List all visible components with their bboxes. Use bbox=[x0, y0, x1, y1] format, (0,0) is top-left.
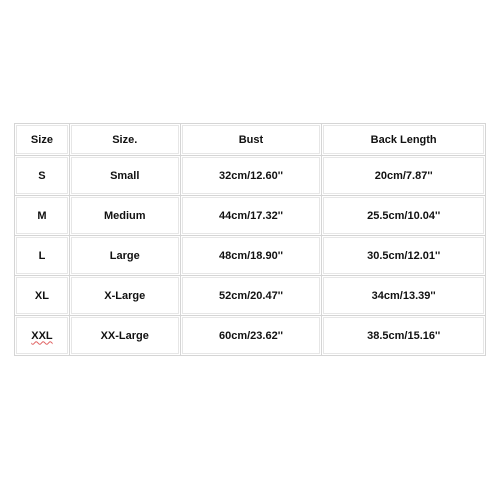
table-row bbox=[15, 196, 486, 236]
table-row bbox=[15, 316, 486, 356]
cell-size-name: X-Large bbox=[70, 276, 181, 316]
cell-bust: 44cm/17.32'' bbox=[181, 196, 323, 236]
cell-size-name: Medium bbox=[70, 196, 181, 236]
cell-size bbox=[15, 316, 70, 356]
cell-size: L bbox=[15, 236, 70, 276]
cell-bust: 52cm/20.47'' bbox=[181, 276, 323, 316]
header-bust: Bust bbox=[181, 124, 323, 156]
cell-size-name: Large bbox=[70, 236, 181, 276]
cell-size-name: Small bbox=[70, 156, 181, 196]
cell-back-length: 34cm/13.39'' bbox=[322, 276, 486, 316]
table-row bbox=[15, 276, 486, 316]
header-size: Size bbox=[15, 124, 70, 156]
cell-size: M bbox=[15, 196, 70, 236]
cell-bust: 32cm/12.60'' bbox=[181, 156, 323, 196]
table-row bbox=[15, 156, 486, 196]
table-row bbox=[15, 236, 486, 276]
cell-bust: 48cm/18.90'' bbox=[181, 236, 323, 276]
header-size-name: Size. bbox=[70, 124, 181, 156]
cell-size-name: XX-Large bbox=[70, 316, 181, 356]
cell-size-text: XXL bbox=[31, 329, 53, 342]
cell-back-length: 25.5cm/10.04'' bbox=[322, 196, 486, 236]
header-row bbox=[15, 124, 486, 156]
cell-back-length: 30.5cm/12.01'' bbox=[322, 236, 486, 276]
cell-back-length: 20cm/7.87'' bbox=[322, 156, 486, 196]
cell-back-length: 38.5cm/15.16'' bbox=[322, 316, 486, 356]
cell-size: XL bbox=[15, 276, 70, 316]
cell-size: S bbox=[15, 156, 70, 196]
size-chart-table bbox=[14, 123, 486, 356]
header-back-length: Back Length bbox=[322, 124, 486, 156]
cell-bust: 60cm/23.62'' bbox=[181, 316, 323, 356]
